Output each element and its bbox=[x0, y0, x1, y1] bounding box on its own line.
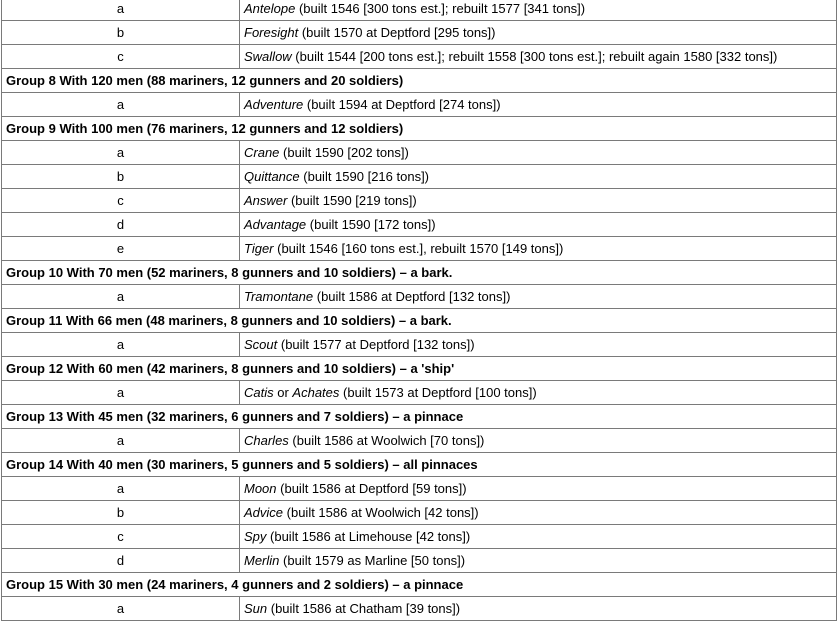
ship-name: Catis bbox=[244, 385, 274, 400]
ship-row bbox=[2, 333, 837, 357]
ship-row bbox=[2, 0, 837, 21]
ship-description-cell bbox=[240, 333, 837, 357]
ship-row bbox=[2, 501, 837, 525]
ship-row bbox=[2, 597, 837, 621]
group-header-row bbox=[2, 405, 837, 429]
group-header-row bbox=[2, 69, 837, 93]
ship-description-cell bbox=[240, 45, 837, 69]
ship-details: (built 1586 at Limehouse [42 tons]) bbox=[266, 529, 471, 544]
ship-name: Tiger bbox=[244, 241, 274, 256]
group-header-cell: Group 14 With 40 men (30 mariners, 5 gunners and 5 soldiers) – all pinnaces bbox=[2, 453, 837, 477]
ship-name: Charles bbox=[244, 433, 289, 448]
ship-description-cell bbox=[240, 141, 837, 165]
ship-row bbox=[2, 141, 837, 165]
ship-description-cell bbox=[240, 0, 837, 21]
ship-name: Scout bbox=[244, 337, 278, 352]
ship-details: (built 1579 as Marline [50 tons]) bbox=[279, 553, 466, 568]
ship-row bbox=[2, 213, 837, 237]
ship-letter-cell: c bbox=[2, 45, 240, 69]
ship-description-cell bbox=[240, 93, 837, 117]
ship-details: (built 1586 at Chatham [39 tons]) bbox=[267, 601, 461, 616]
group-header-cell: Group 9 With 100 men (76 mariners, 12 gunners and 12 soldiers) bbox=[2, 117, 837, 141]
ship-details: (built 1573 at Deptford [100 tons]) bbox=[339, 385, 537, 400]
group-header-cell: Group 13 With 45 men (32 mariners, 6 gunners and 7 soldiers) – a pinnace bbox=[2, 405, 837, 429]
ship-letter-cell: a bbox=[2, 285, 240, 309]
ship-description-cell bbox=[240, 477, 837, 501]
ship-name: Advice bbox=[244, 505, 284, 520]
ship-name: Answer bbox=[244, 193, 288, 208]
ship-letter-cell: a bbox=[2, 477, 240, 501]
ship-letter-cell: e bbox=[2, 237, 240, 261]
ship-letter-cell: a bbox=[2, 429, 240, 453]
ship-letter-cell: d bbox=[2, 549, 240, 573]
ship-details: (built 1544 [200 tons est.]; rebuilt 1558 [300 tons est.]; rebuilt again 1580 [332 tons]) bbox=[291, 49, 778, 64]
ship-name: Swallow bbox=[244, 49, 292, 64]
group-header-row bbox=[2, 261, 837, 285]
ship-row bbox=[2, 93, 837, 117]
ship-details: (built 1586 at Deptford [59 tons]) bbox=[276, 481, 467, 496]
ship-row bbox=[2, 477, 837, 501]
ship-row bbox=[2, 549, 837, 573]
ship-description-cell bbox=[240, 189, 837, 213]
ship-details: (built 1594 at Deptford [274 tons]) bbox=[303, 97, 501, 112]
ship-name: Moon bbox=[244, 481, 277, 496]
ship-name: Spy bbox=[244, 529, 267, 544]
ship-name: Quittance bbox=[244, 169, 300, 184]
ship-details: (built 1590 [202 tons]) bbox=[279, 145, 409, 160]
ship-name: Crane bbox=[244, 145, 280, 160]
ship-description-cell bbox=[240, 21, 837, 45]
ship-row bbox=[2, 165, 837, 189]
group-header-row bbox=[2, 117, 837, 141]
group-header-row bbox=[2, 309, 837, 333]
ship-name: Adventure bbox=[244, 97, 304, 112]
ship-row bbox=[2, 237, 837, 261]
ship-row bbox=[2, 429, 837, 453]
ship-description-cell bbox=[240, 501, 837, 525]
group-header-cell: Group 11 With 66 men (48 mariners, 8 gunners and 10 soldiers) – a bark. bbox=[2, 309, 837, 333]
ship-details: (built 1570 at Deptford [295 tons]) bbox=[298, 25, 496, 40]
ship-name: Merlin bbox=[244, 553, 280, 568]
ship-row bbox=[2, 21, 837, 45]
ship-letter-cell: d bbox=[2, 213, 240, 237]
ship-letter-cell: b bbox=[2, 165, 240, 189]
group-header-row bbox=[2, 453, 837, 477]
ship-letter-cell: a bbox=[2, 93, 240, 117]
ship-details: (built 1590 [219 tons]) bbox=[287, 193, 417, 208]
ship-letter-cell: a bbox=[2, 381, 240, 405]
ship-letter-cell: c bbox=[2, 189, 240, 213]
ship-details: (built 1546 [160 tons est.], rebuilt 1570 [149 tons]) bbox=[273, 241, 564, 256]
ship-name: Foresight bbox=[244, 25, 299, 40]
ship-details: (built 1577 at Deptford [132 tons]) bbox=[277, 337, 475, 352]
ship-name: Advantage bbox=[244, 217, 307, 232]
ships-table bbox=[1, 0, 837, 621]
ship-letter-cell: a bbox=[2, 141, 240, 165]
ship-description-cell bbox=[240, 165, 837, 189]
group-header-cell: Group 8 With 120 men (88 mariners, 12 gunners and 20 soldiers) bbox=[2, 69, 837, 93]
group-header-row bbox=[2, 357, 837, 381]
ship-description-cell bbox=[240, 429, 837, 453]
ship-name: Antelope bbox=[244, 1, 296, 16]
ship-letter-cell: a bbox=[2, 0, 240, 21]
ship-description-cell bbox=[240, 597, 837, 621]
ship-letter-cell: c bbox=[2, 525, 240, 549]
ship-description-cell bbox=[240, 213, 837, 237]
ship-details: (built 1586 at Deptford [132 tons]) bbox=[313, 289, 511, 304]
ships-table-body bbox=[2, 0, 837, 621]
ship-name: Tramontane bbox=[244, 289, 314, 304]
ship-description-cell bbox=[240, 549, 837, 573]
ship-details: (built 1586 at Woolwich [42 tons]) bbox=[283, 505, 479, 520]
ship-details: (built 1590 [172 tons]) bbox=[306, 217, 436, 232]
group-header-row bbox=[2, 573, 837, 597]
ship-letter-cell: a bbox=[2, 333, 240, 357]
ship-details: (built 1546 [300 tons est.]; rebuilt 1577 [341 tons]) bbox=[295, 1, 586, 16]
ship-details: or bbox=[273, 385, 293, 400]
ship-description-cell bbox=[240, 525, 837, 549]
ship-letter-cell: a bbox=[2, 597, 240, 621]
ship-row bbox=[2, 189, 837, 213]
ship-row bbox=[2, 45, 837, 69]
ship-letter-cell: b bbox=[2, 21, 240, 45]
group-header-cell: Group 12 With 60 men (42 mariners, 8 gunners and 10 soldiers) – a 'ship' bbox=[2, 357, 837, 381]
ship-details: (built 1586 at Woolwich [70 tons]) bbox=[288, 433, 485, 448]
ship-row bbox=[2, 381, 837, 405]
ship-row bbox=[2, 285, 837, 309]
ship-description-cell bbox=[240, 285, 837, 309]
ship-row bbox=[2, 525, 837, 549]
ship-name: Achates bbox=[292, 385, 340, 400]
group-header-cell: Group 15 With 30 men (24 mariners, 4 gunners and 2 soldiers) – a pinnace bbox=[2, 573, 837, 597]
ship-description-cell bbox=[240, 381, 837, 405]
ship-description-cell bbox=[240, 237, 837, 261]
ship-name: Sun bbox=[244, 601, 268, 616]
group-header-cell: Group 10 With 70 men (52 mariners, 8 gunners and 10 soldiers) – a bark. bbox=[2, 261, 837, 285]
ship-letter-cell: b bbox=[2, 501, 240, 525]
ship-details: (built 1590 [216 tons]) bbox=[299, 169, 430, 184]
